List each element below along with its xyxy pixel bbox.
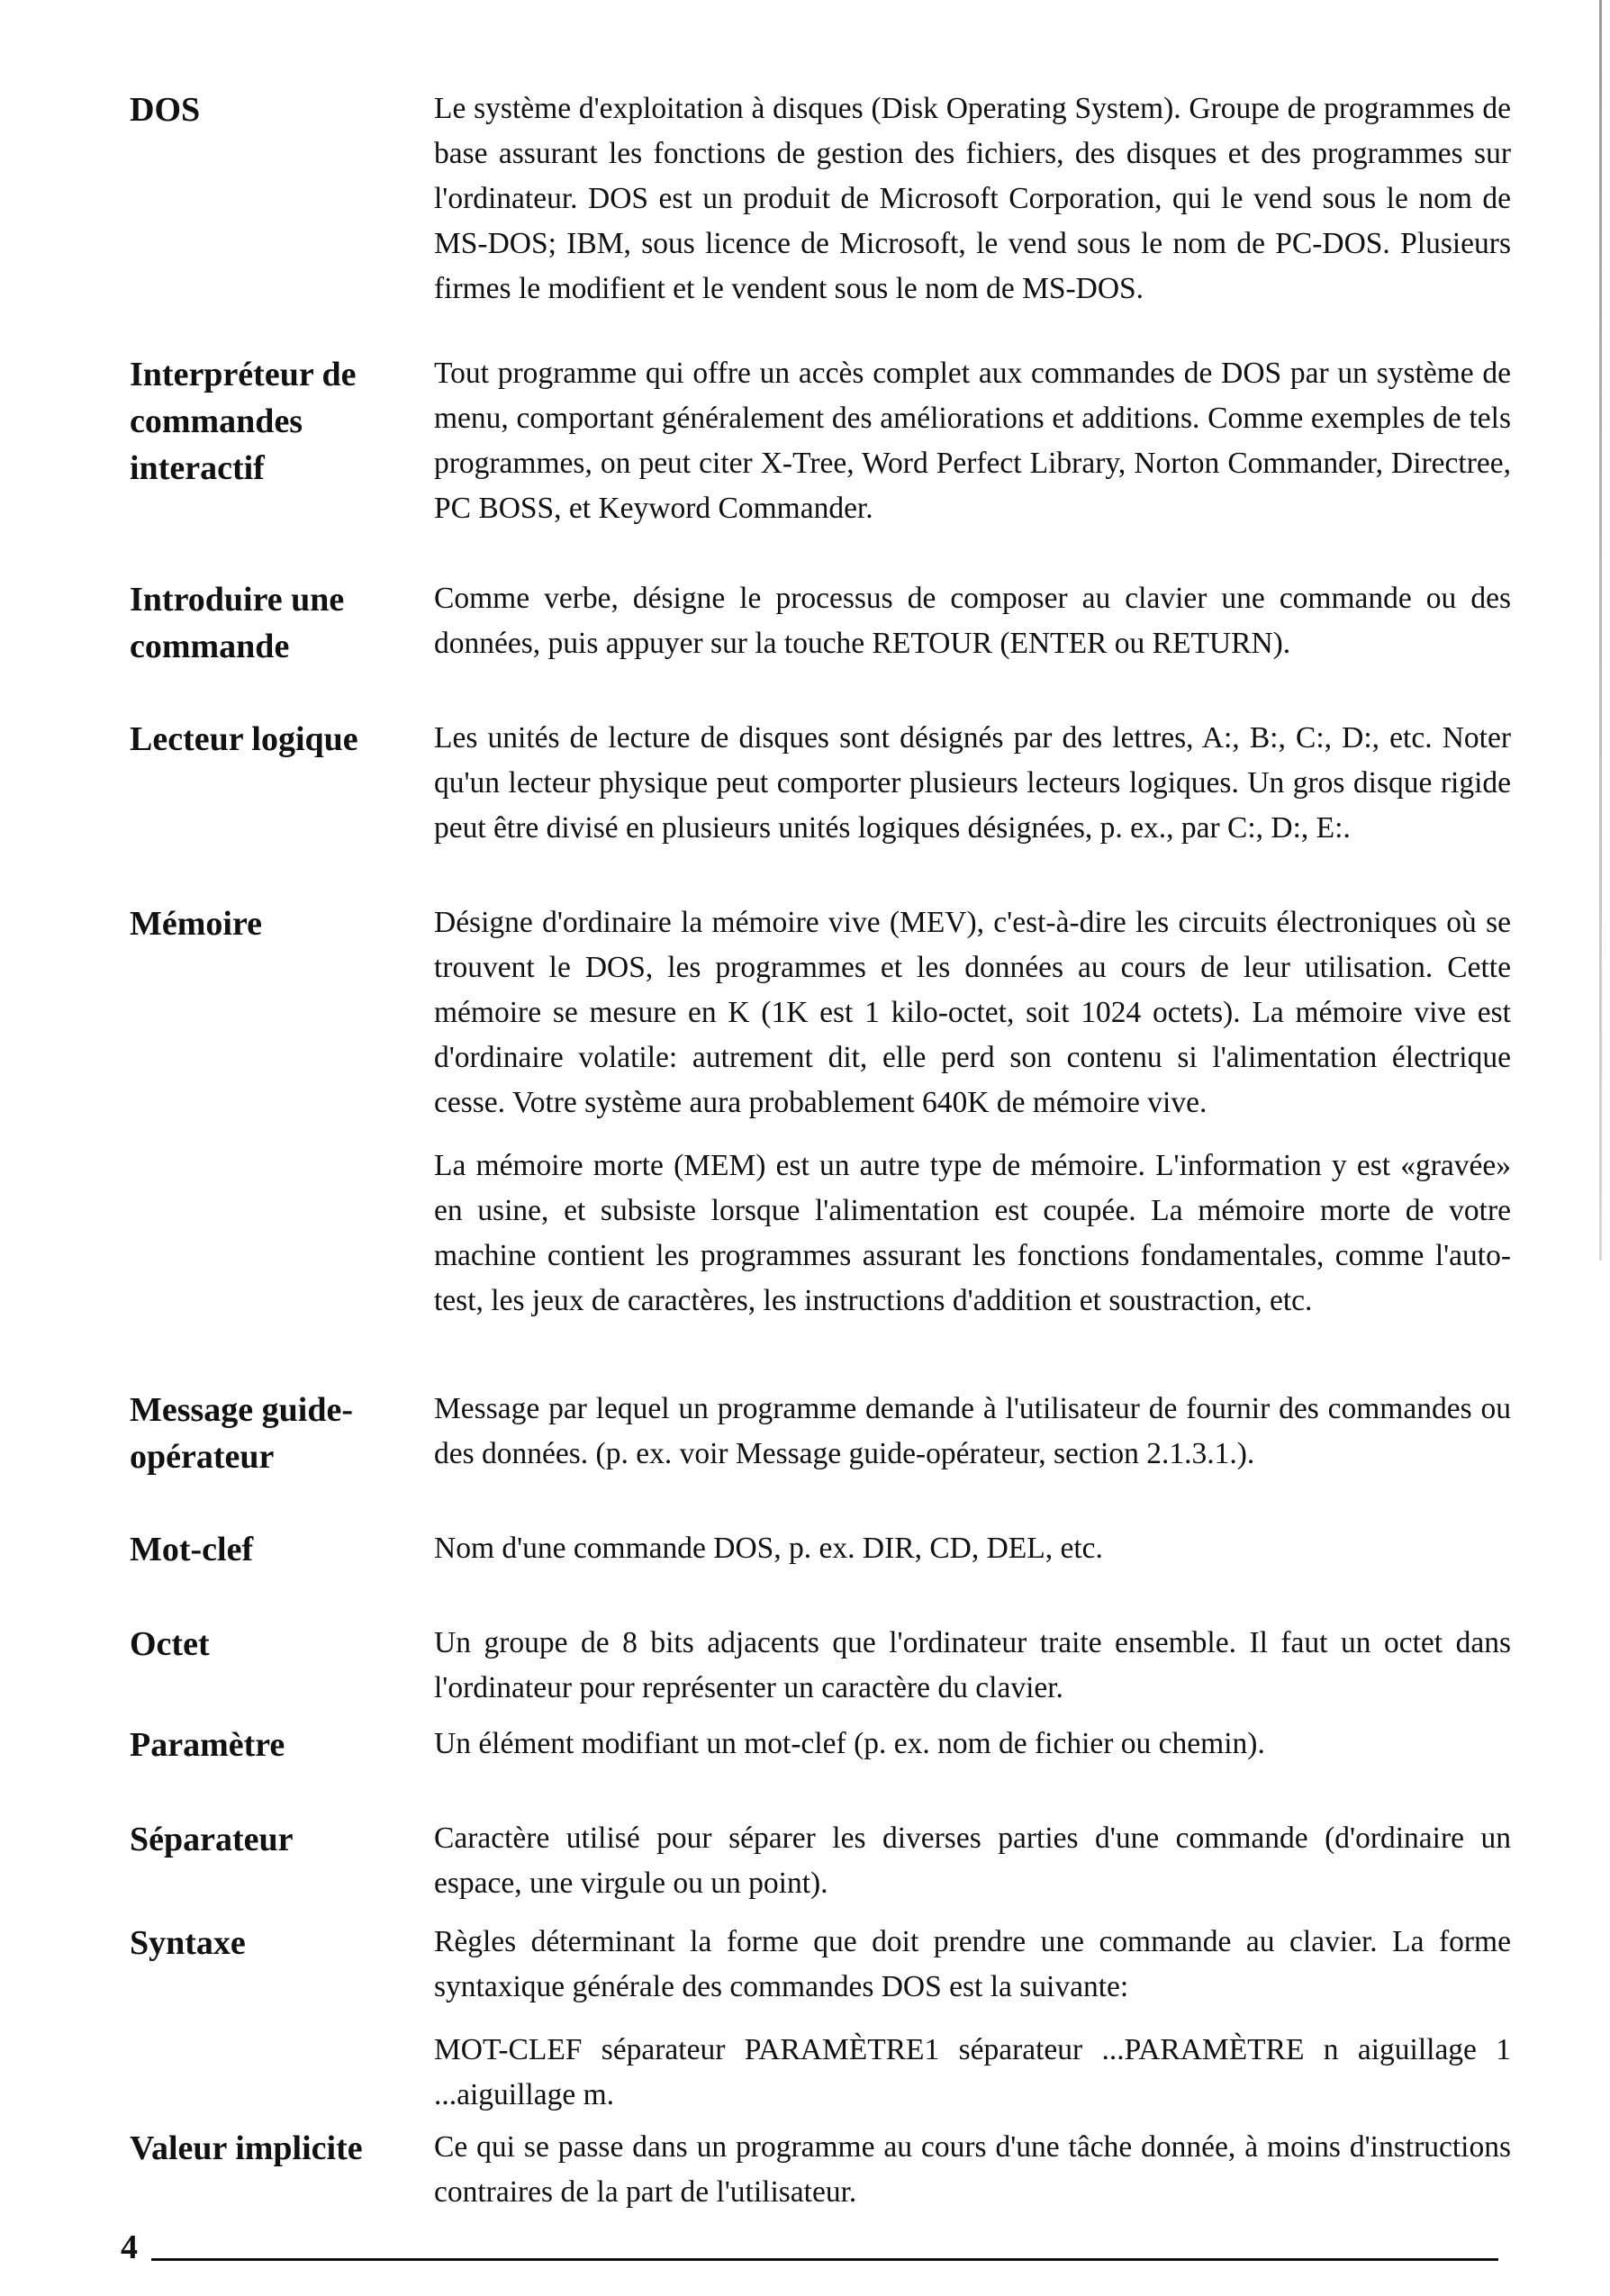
definition-paragraph: Comme verbe, désigne le processus de composer au clavier une commande ou des données, puis appuyer sur la touche RETOUR (ENTER ou RETURN).	[434, 582, 1511, 660]
definition	[434, 1920, 1511, 2118]
definition-paragraph: Caractère utilisé pour séparer les diverses parties d'une commande (d'ordinaire un espace, une virgule ou un point).	[434, 1821, 1511, 1900]
definition-paragraph: Un groupe de 8 bits adjacents que l'ordinateur traite ensemble. Il faut un octet dans l'ordinateur pour représenter un caractère du clavier.	[434, 1626, 1511, 1704]
term: Message guide-opérateur	[130, 1391, 354, 1476]
term: Mémoire	[130, 905, 262, 943]
definition	[434, 576, 1511, 666]
definition-paragraph: Nom d'une commande DOS, p. ex. DIR, CD, DEL, etc.	[434, 1532, 1103, 1565]
definition	[434, 1722, 1511, 1767]
definition	[434, 716, 1511, 851]
definition-paragraph: Un élément modifiant un mot-clef (p. ex. nom de fichier ou chemin).	[434, 1727, 1265, 1760]
term: Lecteur logique	[130, 720, 358, 758]
definition-paragraph: Ce qui se passe dans un programme au cours d'une tâche donnée, à moins d'instructions contraires de la part de l'utilisateur.	[434, 2130, 1511, 2209]
term: Introduire une commande	[130, 581, 345, 665]
term: Séparateur	[130, 1821, 294, 1858]
term: Interpréteur de commandes interactif	[130, 356, 357, 487]
definition	[434, 86, 1511, 312]
term: Octet	[130, 1625, 210, 1663]
term: Valeur implicite	[130, 2129, 363, 2167]
term: DOS	[130, 91, 201, 129]
definition-paragraph: Tout programme qui offre un accès complet aux commandes de DOS par un système de menu, comportant généralement des améliorations et additions. Comme exemples de tels programmes, on peut citer X-Tree, Word Perfect Library, Norton Commander, Directree, PC BOSS, et Keyword Commander.	[434, 357, 1511, 525]
definition	[434, 1816, 1511, 1906]
term: Mot-clef	[130, 1531, 254, 1568]
definition	[434, 351, 1511, 531]
definition-paragraph: MOT-CLEF séparateur PARAMÈTRE1 séparateur ...PARAMÈTRE n aiguillage 1 ...aiguillage m.	[434, 2033, 1511, 2111]
definition-paragraph: Règles déterminant la forme que doit prendre une commande au clavier. La forme syntaxique générale des commandes DOS est la suivante:	[434, 1925, 1511, 2003]
definition	[434, 1526, 1511, 1571]
definition-paragraph: Message par lequel un programme demande à l'utilisateur de fournir des commandes ou des données. (p. ex. voir Message guide-opérateur, section 2.1.3.1.).	[434, 1392, 1511, 1470]
term: Paramètre	[130, 1726, 285, 1764]
definition	[434, 2125, 1511, 2215]
definition	[434, 1387, 1511, 1477]
definition-paragraph: Les unités de lecture de disques sont désignés par des lettres, A:, B:, C:, D:, etc. Noter qu'un lecteur physique peut comporter plusieurs lecteurs logiques. Un gros disque rigide peut être divisé en plusieurs unités logiques désignées, p. ex., par C:, D:, E:.	[434, 721, 1511, 845]
definition-paragraph: La mémoire morte (MEM) est un autre type de mémoire. L'information y est «gravée» en usine, et subsiste lorsque l'alimentation est coupée. La mémoire morte de votre machine contient les programmes assurant les fonctions fondamentales, comme l'auto-test, les jeux de caractères, les instructions d'addition et soustraction, etc.	[434, 1149, 1511, 1317]
definition-paragraph: Désigne d'ordinaire la mémoire vive (MEV), c'est-à-dire les circuits électroniques où se trouvent le DOS, les programmes et les données au cours de leur utilisation. Cette mémoire se mesure en K (1K est 1 kilo-octet, soit 1024 octets). La mémoire vive est d'ordinaire volatile: autrement dit, elle perd son contenu si l'alimentation électrique cesse. Votre système aura probablement 640K de mémoire vive.	[434, 906, 1511, 1119]
term: Syntaxe	[130, 1924, 246, 1962]
definition	[434, 900, 1511, 1324]
definition-paragraph: Le système d'exploitation à disques (Disk Operating System). Groupe de programmes de base assurant les fonctions de gestion des fichiers, des disques et des programmes sur l'ordinateur. DOS est un produit de Microsoft Corporation, qui le vend sous le nom de MS-DOS; IBM, sous licence de Microsoft, le vend sous le nom de PC-DOS. Plusieurs firmes le modifient et le vendent sous le nom de MS-DOS.	[434, 92, 1511, 305]
scan-edge	[1599, 0, 1602, 1261]
footer-rule	[151, 2258, 1498, 2261]
definition	[434, 1621, 1511, 1711]
page-number: 4	[121, 2228, 138, 2266]
